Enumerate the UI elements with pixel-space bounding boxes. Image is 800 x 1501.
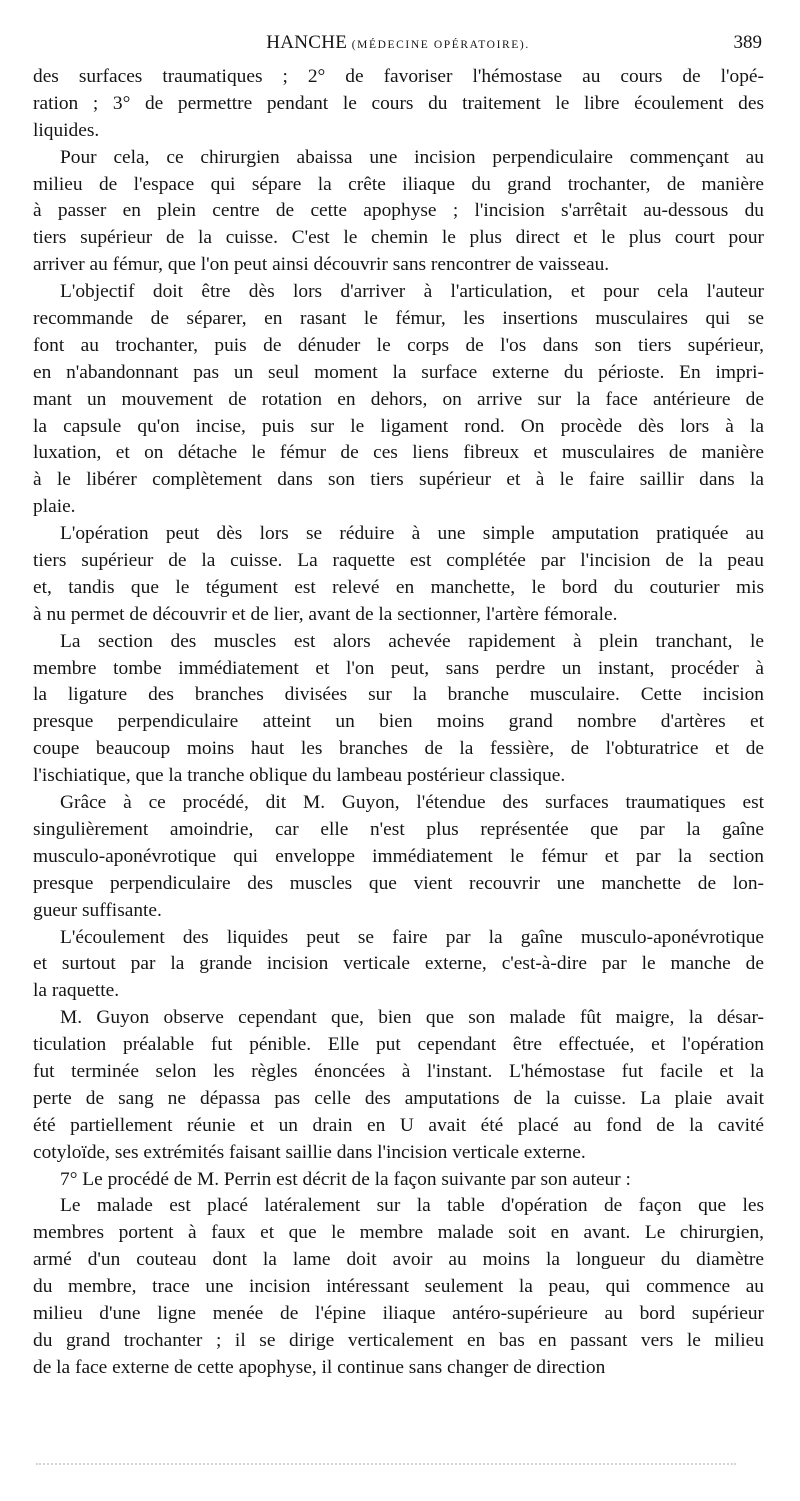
- running-title: [32, 32, 764, 54]
- text-line: membres portent à faux et que le membre malade soit en avant. Le chirurgien,: [33, 1222, 764, 1244]
- text-line: à passer en plein centre de cette apophyse ; l'incision s'arrêtait au-dessous du: [33, 200, 764, 222]
- text-line: été partiellement réunie et un drain en U avait été placé au fond de la cavité: [33, 1114, 764, 1136]
- running-header: [32, 32, 764, 56]
- running-title-sub: (MÉDECINE OPÉRATOIRE).: [351, 39, 530, 51]
- text-line: et, tandis que le tégument est relevé en manchette, le bord du couturier mis: [33, 576, 764, 598]
- text-line: arriver au fémur, que l'on peut ainsi découvrir sans rencontrer de vaisseau.: [33, 254, 610, 276]
- text-line: à nu permet de découvrir et de lier, avant de la sectionner, l'artère fémorale.: [33, 603, 618, 625]
- text-line: en n'abandonnant pas un seul moment la surface externe du périoste. En impri-: [33, 361, 764, 383]
- text-line: presque perpendiculaire des muscles que vient recouvrir une manchette de lon-: [33, 872, 764, 894]
- text-line: font au trochanter, puis de dénuder le corps de l'os dans son tiers supérieur,: [33, 334, 764, 356]
- text-line: la capsule qu'on incise, puis sur le ligament rond. On procède dès lors à la: [33, 415, 764, 437]
- text-line: membre tombe immédiatement et l'on peut, sans perdre un instant, procéder à: [33, 657, 764, 679]
- text-line: cotyloïde, ses extrémités faisant saillie dans l'incision verticale externe.: [33, 1141, 586, 1163]
- paragraph: [33, 1167, 764, 1194]
- text-line: fut terminée selon les règles énoncées à l'instant. L'hémostase fut facile et la: [33, 1060, 764, 1082]
- text-line: coupe beaucoup moins haut les branches de la fessière, de l'obturatrice et de: [33, 738, 764, 760]
- text-line: Grâce à ce procédé, dit M. Guyon, l'étendue des surfaces traumatiques est: [60, 792, 764, 814]
- running-title-main: HANCHE: [266, 32, 348, 53]
- text-line: et surtout par la grande incision verticale externe, c'est-à-dire par le manche de: [33, 953, 764, 975]
- paragraph: [33, 1193, 764, 1381]
- text-line: perte de sang ne dépassa pas celle des amputations de la cuisse. La plaie avait: [33, 1087, 764, 1109]
- text-line: singulièrement amoindrie, car elle n'est plus représentée que par la gaîne: [33, 818, 764, 840]
- text-line: tiers supérieur de la cuisse. La raquette est complétée par l'incision de la peau: [33, 550, 764, 572]
- text-line: L'opération peut dès lors se réduire à une simple amputation pratiquée au: [60, 523, 764, 545]
- text-line: milieu d'une ligne menée de l'épine iliaque antéro-supérieure au bord supérieur: [33, 1302, 764, 1324]
- text-line: La section des muscles est alors achevée rapidement à plein tranchant, le: [60, 630, 764, 652]
- text-line: ticulation préalable fut pénible. Elle put cependant être effectuée, et l'opération: [33, 1034, 764, 1056]
- footer-rule: [36, 1463, 736, 1467]
- text-line: presque perpendiculaire atteint un bien moins grand nombre d'artères et: [33, 711, 764, 733]
- text-line: L'écoulement des liquides peut se faire par la gaîne musculo-aponévrotique: [60, 926, 764, 948]
- text-line: armé d'un couteau dont la lame doit avoir au moins la longueur du diamètre: [33, 1249, 764, 1271]
- paragraph: [33, 1005, 764, 1166]
- text-line: gueur suffisante.: [33, 899, 162, 921]
- paragraph: [33, 145, 764, 279]
- paragraph: [33, 64, 764, 145]
- text-line: du grand trochanter ; il se dirige verticalement en bas en passant vers le milieu: [33, 1329, 764, 1351]
- paragraph: [33, 925, 764, 1006]
- text-line: des surfaces traumatiques ; 2° de favoriser l'hémostase au cours de l'opé-: [33, 66, 764, 87]
- paragraph: [33, 629, 764, 790]
- paragraph: [33, 521, 764, 629]
- text-line: tiers supérieur de la cuisse. C'est le chemin le plus direct et le plus court pour: [33, 227, 764, 249]
- text-line: du membre, trace une incision intéressant seulement la peau, qui commence au: [33, 1276, 764, 1298]
- text-line: à le libérer complètement dans son tiers supérieur et à le faire saillir dans la: [33, 469, 764, 491]
- text-line: plaie.: [33, 496, 76, 518]
- text-line: M. Guyon observe cependant que, bien que son malade fût maigre, la désar-: [60, 1007, 764, 1029]
- text-line: milieu de l'espace qui sépare la crête iliaque du grand trochanter, de manière: [33, 173, 764, 195]
- text-line: recommande de séparer, en rasant le fémur, les insertions musculaires qui se: [33, 308, 764, 330]
- body-text: [33, 64, 764, 1382]
- paragraph: [33, 279, 764, 521]
- text-line: de la face externe de cette apophyse, il continue sans changer de direction: [33, 1356, 606, 1378]
- paragraph: [33, 790, 764, 924]
- text-line: l'ischiatique, que la tranche oblique du lambeau postérieur classique.: [33, 765, 566, 787]
- text-line: la raquette.: [33, 980, 120, 1002]
- text-line: Le malade est placé latéralement sur la table d'opération de façon que les: [60, 1195, 764, 1217]
- text-line: liquides.: [33, 119, 100, 141]
- text-line: ration ; 3° de permettre pendant le cours du traitement le libre écoulement des: [33, 92, 764, 114]
- page-number: 389: [733, 32, 762, 53]
- text-line: Pour cela, ce chirurgien abaissa une incision perpendiculaire commençant au: [60, 146, 764, 168]
- text-line: 7° Le procédé de M. Perrin est décrit de la façon suivante par son auteur :: [60, 1168, 631, 1190]
- text-line: luxation, et on détache le fémur de ces liens fibreux et musculaires de manière: [33, 442, 764, 464]
- text-line: musculo-aponévrotique qui enveloppe immédiatement le fémur et par la section: [33, 845, 764, 867]
- text-line: la ligature des branches divisées sur la branche musculaire. Cette incision: [33, 684, 764, 706]
- text-line: L'objectif doit être dès lors d'arriver à l'articulation, et pour cela l'auteur: [60, 281, 764, 303]
- text-line: mant un mouvement de rotation en dehors, on arrive sur la face antérieure de: [33, 388, 764, 410]
